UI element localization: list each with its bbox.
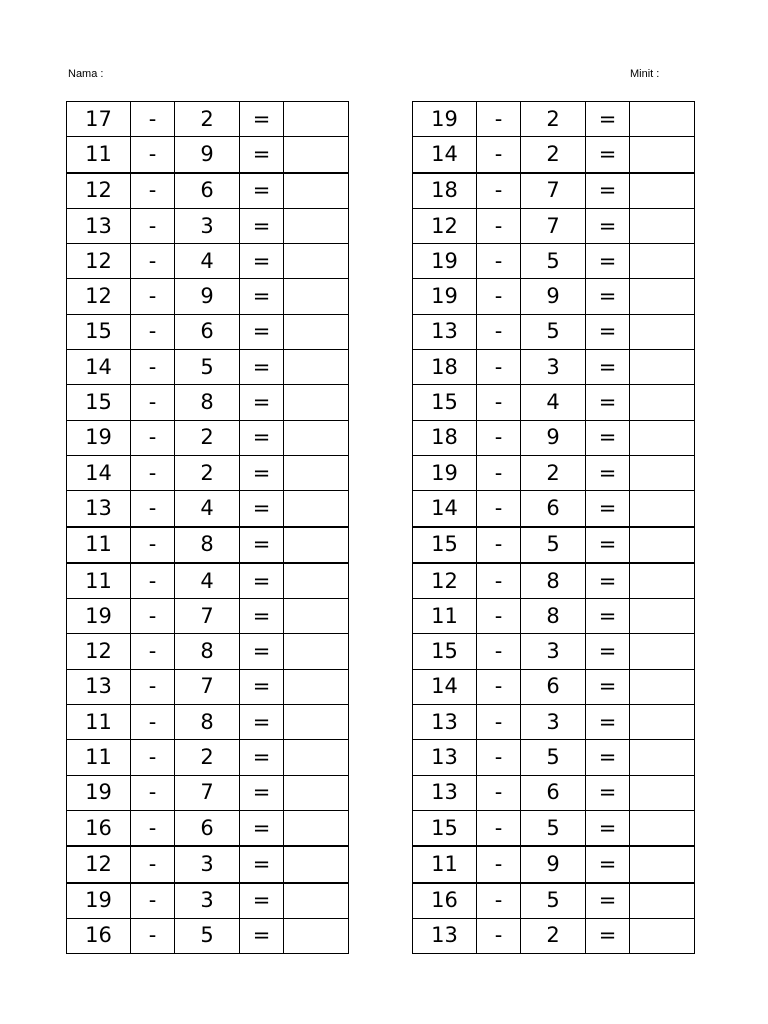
problem-row: [413, 846, 695, 882]
problem-row: [67, 102, 349, 137]
equals-sign: =: [586, 491, 630, 527]
minus-sign: -: [477, 883, 521, 919]
equals-sign: =: [240, 455, 284, 490]
worksheet-table-right: [412, 101, 695, 954]
minuend-cell: 13: [413, 705, 477, 740]
problem-row: [67, 455, 349, 490]
subtrahend-cell: 7: [175, 669, 240, 704]
minus-sign: -: [477, 599, 521, 634]
equals-sign: =: [240, 137, 284, 173]
minus-sign: -: [477, 350, 521, 385]
answer-cell[interactable]: [284, 599, 349, 634]
answer-cell[interactable]: [630, 208, 695, 243]
equals-sign: =: [240, 846, 284, 882]
problem-row: [413, 455, 695, 490]
subtrahend-cell: 2: [521, 455, 586, 490]
answer-cell[interactable]: [284, 491, 349, 527]
problem-row: [413, 491, 695, 527]
minus-sign: -: [131, 527, 175, 563]
minus-sign: -: [477, 244, 521, 279]
equals-sign: =: [586, 846, 630, 882]
answer-cell[interactable]: [284, 173, 349, 209]
equals-sign: =: [586, 527, 630, 563]
minus-sign: -: [131, 918, 175, 953]
equals-sign: =: [586, 634, 630, 669]
problem-row: [413, 634, 695, 669]
subtrahend-cell: 2: [175, 740, 240, 775]
equals-sign: =: [240, 599, 284, 634]
equals-sign: =: [586, 563, 630, 599]
subtrahend-cell: 3: [175, 846, 240, 882]
problem-row: [413, 314, 695, 349]
minus-sign: -: [131, 173, 175, 209]
answer-cell[interactable]: [284, 420, 349, 455]
problem-row: [413, 173, 695, 209]
equals-sign: =: [586, 883, 630, 919]
equals-sign: =: [586, 137, 630, 173]
answer-cell[interactable]: [630, 634, 695, 669]
problem-row: [67, 385, 349, 420]
minuend-cell: 16: [67, 918, 131, 953]
equals-sign: =: [240, 527, 284, 563]
subtrahend-cell: 2: [175, 102, 240, 137]
answer-cell[interactable]: [284, 740, 349, 775]
equals-sign: =: [240, 244, 284, 279]
minuend-cell: 13: [67, 208, 131, 243]
problem-row: [413, 385, 695, 420]
minus-sign: -: [477, 527, 521, 563]
problem-row: [413, 918, 695, 953]
subtrahend-cell: 4: [521, 385, 586, 420]
minuend-cell: 12: [67, 244, 131, 279]
minus-sign: -: [477, 420, 521, 455]
equals-sign: =: [240, 420, 284, 455]
answer-cell[interactable]: [630, 455, 695, 490]
answer-cell[interactable]: [630, 918, 695, 953]
minus-sign: -: [131, 420, 175, 455]
equals-sign: =: [586, 740, 630, 775]
problem-row: [67, 810, 349, 846]
minuend-cell: 11: [67, 137, 131, 173]
minus-sign: -: [131, 563, 175, 599]
minuend-cell: 13: [413, 314, 477, 349]
minuend-cell: 15: [413, 810, 477, 846]
minuend-cell: 19: [413, 455, 477, 490]
minuend-cell: 12: [67, 279, 131, 314]
equals-sign: =: [240, 883, 284, 919]
minuend-cell: 12: [413, 208, 477, 243]
minuend-cell: 14: [67, 455, 131, 490]
problem-row: [413, 775, 695, 810]
subtrahend-cell: 3: [521, 350, 586, 385]
problem-row: [67, 883, 349, 919]
subtrahend-cell: 9: [521, 279, 586, 314]
answer-cell[interactable]: [284, 527, 349, 563]
minus-sign: -: [131, 102, 175, 137]
minuend-cell: 17: [67, 102, 131, 137]
subtrahend-cell: 5: [175, 350, 240, 385]
answer-cell[interactable]: [630, 244, 695, 279]
minus-sign: -: [131, 350, 175, 385]
minus-sign: -: [477, 846, 521, 882]
equals-sign: =: [240, 279, 284, 314]
minus-sign: -: [477, 385, 521, 420]
problem-row: [413, 810, 695, 846]
minuend-cell: 19: [67, 883, 131, 919]
problem-row: [413, 208, 695, 243]
answer-cell[interactable]: [630, 385, 695, 420]
minuend-cell: 13: [413, 740, 477, 775]
problem-row: [67, 173, 349, 209]
minuend-cell: 13: [413, 775, 477, 810]
minus-sign: -: [131, 669, 175, 704]
minuend-cell: 18: [413, 350, 477, 385]
problem-row: [413, 350, 695, 385]
minus-sign: -: [131, 208, 175, 243]
equals-sign: =: [586, 314, 630, 349]
minuend-cell: 13: [413, 918, 477, 953]
minuend-cell: 15: [413, 385, 477, 420]
minus-sign: -: [131, 810, 175, 846]
equals-sign: =: [240, 918, 284, 953]
subtrahend-cell: 8: [175, 705, 240, 740]
minuend-cell: 19: [67, 420, 131, 455]
equals-sign: =: [240, 563, 284, 599]
answer-cell[interactable]: [284, 455, 349, 490]
minus-sign: -: [477, 918, 521, 953]
problem-row: [67, 705, 349, 740]
minuend-cell: 12: [67, 846, 131, 882]
subtrahend-cell: 2: [521, 137, 586, 173]
problem-row: [413, 599, 695, 634]
minus-sign: -: [131, 279, 175, 314]
answer-cell[interactable]: [630, 279, 695, 314]
minuend-cell: 12: [67, 634, 131, 669]
equals-sign: =: [240, 669, 284, 704]
minuend-cell: 16: [413, 883, 477, 919]
problem-row: [67, 563, 349, 599]
minus-sign: -: [131, 775, 175, 810]
problem-row: [413, 563, 695, 599]
equals-sign: =: [586, 810, 630, 846]
answer-cell[interactable]: [630, 599, 695, 634]
equals-sign: =: [240, 208, 284, 243]
subtrahend-cell: 6: [175, 173, 240, 209]
problem-row: [67, 208, 349, 243]
answer-cell[interactable]: [284, 775, 349, 810]
answer-cell[interactable]: [284, 208, 349, 243]
name-label: Nama :: [68, 68, 104, 80]
minus-sign: -: [131, 599, 175, 634]
problem-row: [413, 137, 695, 173]
minuend-cell: 15: [67, 314, 131, 349]
answer-cell[interactable]: [284, 279, 349, 314]
minus-sign: -: [131, 385, 175, 420]
subtrahend-cell: 8: [521, 563, 586, 599]
equals-sign: =: [586, 705, 630, 740]
answer-cell[interactable]: [630, 669, 695, 704]
subtrahend-cell: 4: [175, 563, 240, 599]
minus-sign: -: [131, 314, 175, 349]
minuend-cell: 12: [413, 563, 477, 599]
minus-sign: -: [131, 455, 175, 490]
minuend-cell: 11: [413, 846, 477, 882]
minuend-cell: 19: [413, 279, 477, 314]
subtrahend-cell: 3: [175, 208, 240, 243]
equals-sign: =: [240, 491, 284, 527]
answer-cell[interactable]: [630, 563, 695, 599]
answer-cell[interactable]: [284, 810, 349, 846]
equals-sign: =: [586, 775, 630, 810]
subtrahend-cell: 4: [175, 244, 240, 279]
answer-cell[interactable]: [284, 385, 349, 420]
answer-cell[interactable]: [630, 314, 695, 349]
problem-row: [67, 846, 349, 882]
minus-sign: -: [477, 173, 521, 209]
subtrahend-cell: 8: [175, 385, 240, 420]
minus-sign: -: [477, 810, 521, 846]
equals-sign: =: [586, 455, 630, 490]
equals-sign: =: [240, 634, 284, 669]
problem-row: [67, 740, 349, 775]
problem-row: [413, 705, 695, 740]
problem-row: [413, 669, 695, 704]
minus-sign: -: [477, 775, 521, 810]
equals-sign: =: [240, 705, 284, 740]
subtrahend-cell: 9: [521, 420, 586, 455]
subtrahend-cell: 6: [175, 810, 240, 846]
subtrahend-cell: 2: [175, 455, 240, 490]
subtrahend-cell: 5: [521, 810, 586, 846]
minus-sign: -: [477, 455, 521, 490]
subtrahend-cell: 7: [175, 775, 240, 810]
answer-cell[interactable]: [630, 883, 695, 919]
minuend-cell: 14: [413, 491, 477, 527]
equals-sign: =: [240, 775, 284, 810]
subtrahend-cell: 2: [175, 420, 240, 455]
problem-row: [413, 883, 695, 919]
equals-sign: =: [240, 740, 284, 775]
equals-sign: =: [586, 350, 630, 385]
equals-sign: =: [240, 314, 284, 349]
equals-sign: =: [586, 599, 630, 634]
minuend-cell: 19: [413, 244, 477, 279]
subtrahend-cell: 5: [521, 740, 586, 775]
answer-cell[interactable]: [630, 775, 695, 810]
minuend-cell: 13: [67, 669, 131, 704]
equals-sign: =: [586, 102, 630, 137]
subtrahend-cell: 3: [175, 883, 240, 919]
answer-cell[interactable]: [284, 883, 349, 919]
subtrahend-cell: 4: [175, 491, 240, 527]
minus-sign: -: [131, 244, 175, 279]
subtrahend-cell: 7: [175, 599, 240, 634]
subtrahend-cell: 3: [521, 634, 586, 669]
equals-sign: =: [240, 810, 284, 846]
problem-row: [67, 314, 349, 349]
answer-cell[interactable]: [630, 740, 695, 775]
minus-sign: -: [477, 491, 521, 527]
minus-sign: -: [131, 491, 175, 527]
problem-row: [67, 669, 349, 704]
minuend-cell: 14: [413, 669, 477, 704]
subtrahend-cell: 8: [175, 527, 240, 563]
minuend-cell: 15: [67, 385, 131, 420]
subtrahend-cell: 7: [521, 208, 586, 243]
answer-cell[interactable]: [630, 810, 695, 846]
minus-sign: -: [477, 137, 521, 173]
equals-sign: =: [240, 173, 284, 209]
answer-cell[interactable]: [284, 563, 349, 599]
minus-sign: -: [477, 314, 521, 349]
minus-sign: -: [131, 705, 175, 740]
problem-row: [67, 491, 349, 527]
minus-sign: -: [477, 705, 521, 740]
answer-cell[interactable]: [630, 705, 695, 740]
minuend-cell: 11: [67, 705, 131, 740]
minutes-label: Minit :: [630, 68, 660, 80]
answer-cell[interactable]: [284, 350, 349, 385]
subtrahend-cell: 9: [175, 279, 240, 314]
answer-cell[interactable]: [630, 420, 695, 455]
minus-sign: -: [477, 634, 521, 669]
problem-row: [67, 420, 349, 455]
subtrahend-cell: 8: [521, 599, 586, 634]
subtrahend-cell: 5: [175, 918, 240, 953]
minuend-cell: 14: [67, 350, 131, 385]
minuend-cell: 15: [413, 527, 477, 563]
minus-sign: -: [477, 669, 521, 704]
equals-sign: =: [586, 385, 630, 420]
minus-sign: -: [131, 740, 175, 775]
problem-row: [413, 420, 695, 455]
problem-row: [67, 599, 349, 634]
answer-cell[interactable]: [284, 102, 349, 137]
minuend-cell: 11: [67, 527, 131, 563]
answer-cell[interactable]: [630, 102, 695, 137]
problem-row: [67, 279, 349, 314]
problem-row: [67, 350, 349, 385]
minuend-cell: 11: [67, 740, 131, 775]
answer-cell[interactable]: [630, 527, 695, 563]
subtrahend-cell: 6: [175, 314, 240, 349]
subtrahend-cell: 3: [521, 705, 586, 740]
minus-sign: -: [131, 634, 175, 669]
equals-sign: =: [586, 918, 630, 953]
problem-row: [413, 244, 695, 279]
minuend-cell: 12: [67, 173, 131, 209]
minuend-cell: 16: [67, 810, 131, 846]
minus-sign: -: [477, 102, 521, 137]
answer-cell[interactable]: [630, 846, 695, 882]
problem-row: [67, 918, 349, 953]
subtrahend-cell: 9: [521, 846, 586, 882]
minus-sign: -: [477, 740, 521, 775]
subtrahend-cell: 6: [521, 491, 586, 527]
problem-row: [413, 279, 695, 314]
minus-sign: -: [477, 208, 521, 243]
answer-cell[interactable]: [284, 634, 349, 669]
minuend-cell: 19: [67, 599, 131, 634]
minus-sign: -: [131, 137, 175, 173]
minuend-cell: 11: [67, 563, 131, 599]
equals-sign: =: [240, 350, 284, 385]
subtrahend-cell: 8: [175, 634, 240, 669]
minus-sign: -: [477, 279, 521, 314]
equals-sign: =: [586, 244, 630, 279]
minuend-cell: 15: [413, 634, 477, 669]
answer-cell[interactable]: [630, 350, 695, 385]
answer-cell[interactable]: [284, 918, 349, 953]
minuend-cell: 11: [413, 599, 477, 634]
answer-cell[interactable]: [284, 244, 349, 279]
problem-row: [67, 634, 349, 669]
subtrahend-cell: 5: [521, 527, 586, 563]
problem-row: [67, 527, 349, 563]
equals-sign: =: [586, 279, 630, 314]
minus-sign: -: [131, 883, 175, 919]
subtrahend-cell: 7: [521, 173, 586, 209]
answer-cell[interactable]: [630, 173, 695, 209]
subtrahend-cell: 6: [521, 669, 586, 704]
answer-cell[interactable]: [284, 846, 349, 882]
problem-row: [67, 137, 349, 173]
subtrahend-cell: 5: [521, 314, 586, 349]
problem-row: [67, 244, 349, 279]
answer-cell[interactable]: [284, 705, 349, 740]
equals-sign: =: [240, 102, 284, 137]
subtrahend-cell: 9: [175, 137, 240, 173]
answer-cell[interactable]: [630, 491, 695, 527]
equals-sign: =: [586, 420, 630, 455]
problem-row: [67, 775, 349, 810]
answer-cell[interactable]: [284, 314, 349, 349]
equals-sign: =: [586, 669, 630, 704]
equals-sign: =: [586, 173, 630, 209]
answer-cell[interactable]: [630, 137, 695, 173]
answer-cell[interactable]: [284, 137, 349, 173]
subtrahend-cell: 6: [521, 775, 586, 810]
equals-sign: =: [586, 208, 630, 243]
minuend-cell: 13: [67, 491, 131, 527]
answer-cell[interactable]: [284, 669, 349, 704]
problem-row: [413, 740, 695, 775]
subtrahend-cell: 5: [521, 883, 586, 919]
problem-row: [413, 527, 695, 563]
minuend-cell: 14: [413, 137, 477, 173]
minuend-cell: 19: [413, 102, 477, 137]
problem-row: [413, 102, 695, 137]
equals-sign: =: [240, 385, 284, 420]
subtrahend-cell: 2: [521, 102, 586, 137]
subtrahend-cell: 2: [521, 918, 586, 953]
minus-sign: -: [477, 563, 521, 599]
subtrahend-cell: 5: [521, 244, 586, 279]
minus-sign: -: [131, 846, 175, 882]
minuend-cell: 19: [67, 775, 131, 810]
worksheet-table-left: [66, 101, 349, 954]
minuend-cell: 18: [413, 420, 477, 455]
minuend-cell: 18: [413, 173, 477, 209]
